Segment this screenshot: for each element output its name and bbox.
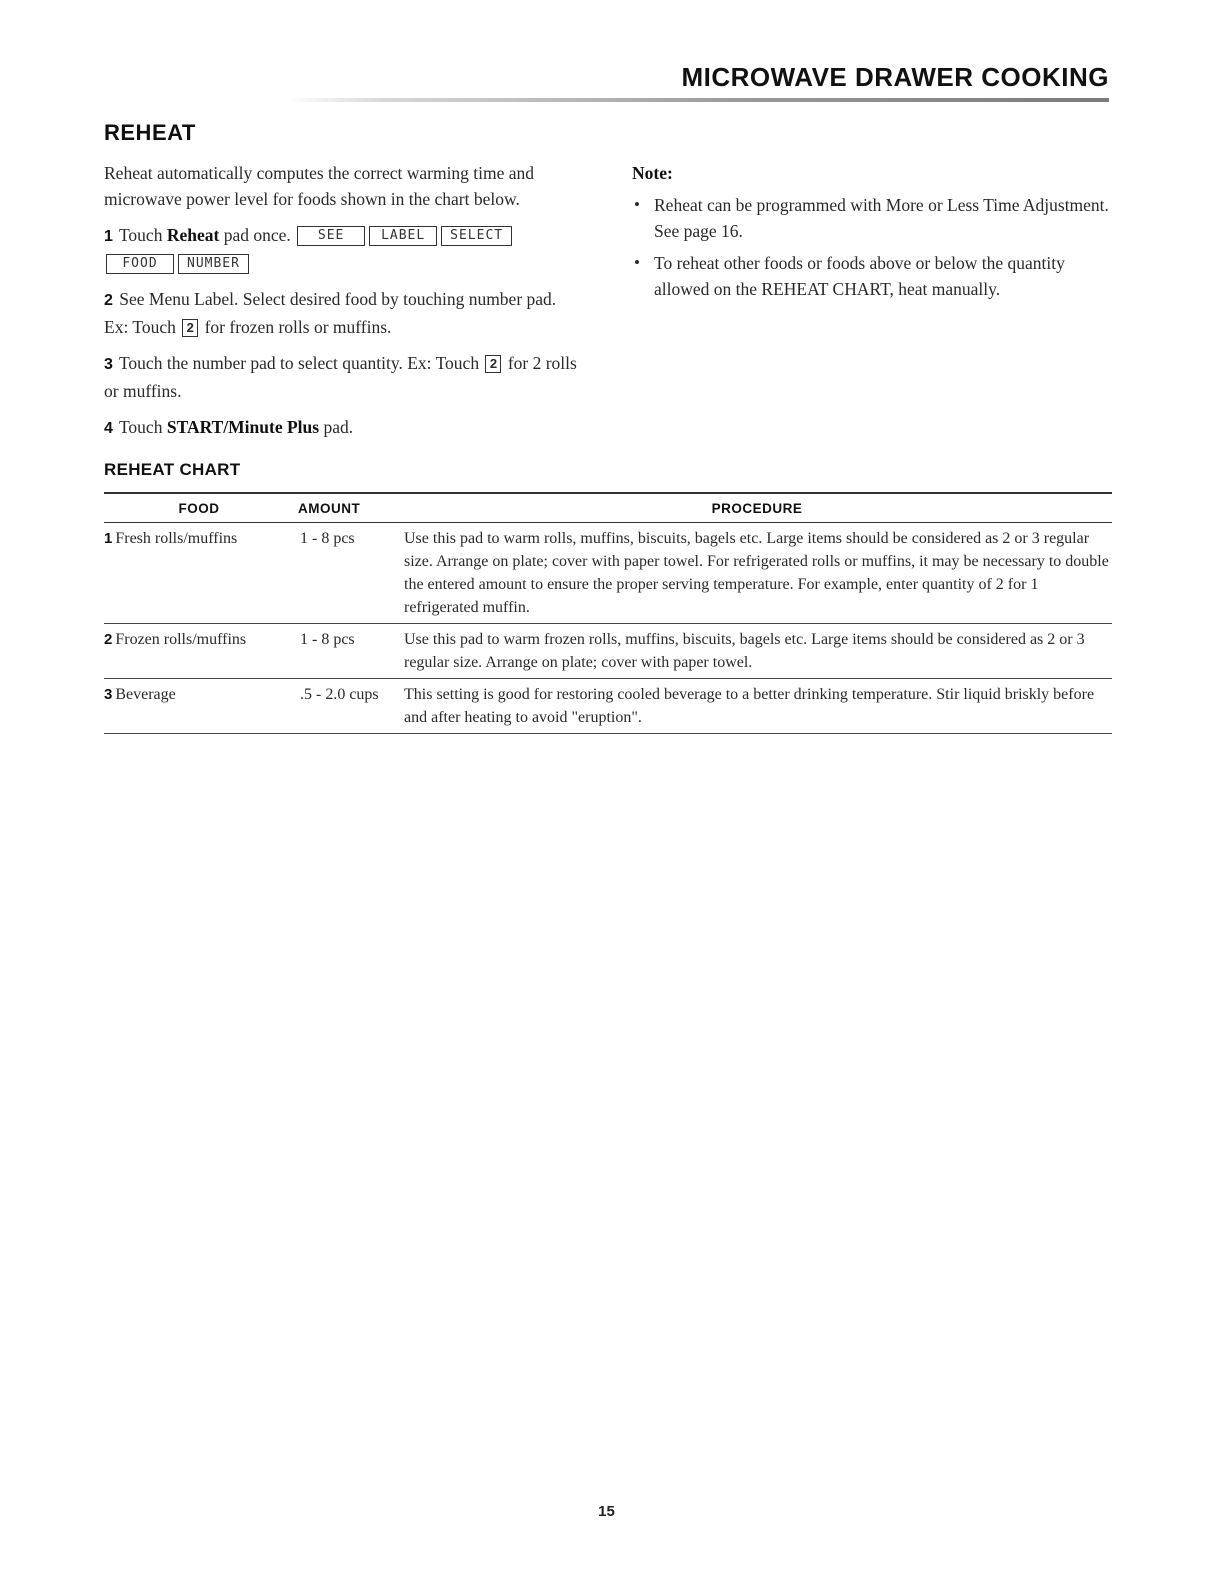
cell-amount: 1 - 8 pcs: [300, 631, 355, 648]
step-1: [104, 222, 582, 276]
step-bold-text: Reheat: [166, 225, 220, 245]
step-text: Touch: [118, 417, 167, 437]
food-name: Beverage: [115, 686, 176, 703]
page-number: 15: [598, 1503, 615, 1520]
step-text: for 2 rolls or muffins.: [104, 353, 577, 401]
step-text: Touch the number pad to select quantity. Ex: Touch: [118, 353, 480, 373]
page-header-title: MICROWAVE DRAWER COOKING: [681, 62, 1109, 92]
header-amount: AMOUNT: [298, 501, 361, 516]
table-row: [104, 624, 1112, 679]
display-readout: SELECT: [441, 226, 512, 246]
table-header: [104, 492, 1112, 523]
cell-procedure: Use this pad to warm frozen rolls, muffins, biscuits, bagels etc. Large items should be considered as 2 or 3 regular size. Arrange on plate; cover with paper towel.: [404, 631, 1085, 671]
table-row: [104, 523, 1112, 624]
step-text: pad.: [319, 417, 354, 437]
cell-food: [104, 628, 298, 674]
display-readout: NUMBER: [178, 254, 249, 274]
cell-food: [104, 527, 298, 619]
note-title: Note:: [632, 163, 673, 183]
row-number: 2: [104, 631, 113, 648]
note-item: • To reheat other foods or foods above or below the quantity allowed on the REHEAT CHART, heat manually.: [632, 250, 1110, 302]
step-number: 2: [104, 292, 113, 309]
cell-amount: 1 - 8 pcs: [300, 530, 355, 547]
display-readout: FOOD: [106, 254, 174, 274]
intro-text: Reheat automatically computes the correct warming time and microwave power level for foods shown in the chart below.: [104, 163, 535, 209]
step-number: 3: [104, 356, 113, 373]
number-key-icon: 2: [182, 319, 198, 337]
step-3: [104, 350, 582, 404]
step-4: [104, 414, 582, 442]
cell-procedure: Use this pad to warm rolls, muffins, biscuits, bagels etc. Large items should be considered as 2 or 3 regular size. Arrange on plate; cover with paper towel. For refrigerated rolls or muffins, it may be necessary to double the entered amount to ensure the proper serving temperature. For example, enter quantity of 2 for 1 refrigerated muffin.: [404, 530, 1109, 616]
number-key-icon: 2: [485, 355, 501, 373]
step-number: 4: [104, 420, 113, 437]
display-readout: SEE: [297, 226, 365, 246]
step-text: for frozen rolls or muffins.: [204, 317, 392, 337]
step-number: 1: [104, 228, 113, 245]
step-2: [104, 286, 582, 340]
step-bold-text: START/Minute Plus: [166, 417, 320, 437]
note-list: [632, 192, 1110, 302]
section-title: REHEAT: [104, 120, 196, 145]
cell-procedure: This setting is good for restoring cooled beverage to a better drinking temperature. Stir liquid briskly before and after heating to avoid "eruption".: [404, 686, 1095, 726]
header-food: FOOD: [178, 501, 220, 516]
row-number: 3: [104, 686, 113, 703]
header-procedure: PROCEDURE: [711, 501, 803, 516]
cell-food: [104, 683, 298, 729]
table-row: [104, 679, 1112, 734]
chart-title: REHEAT CHART: [104, 460, 241, 479]
step-text: pad once.: [219, 225, 291, 245]
note-item: • Reheat can be programmed with More or Less Time Adjustment. See page 16.: [632, 192, 1110, 244]
header-rule: [285, 98, 1109, 102]
display-readout: LABEL: [369, 226, 437, 246]
row-number: 1: [104, 530, 113, 547]
step-text: Touch: [118, 225, 167, 245]
step-text: See Menu Label. Select desired food by touching number pad. Ex: Touch: [104, 289, 557, 337]
left-column: [104, 160, 582, 452]
cell-amount: .5 - 2.0 cups: [300, 686, 379, 703]
food-name: Frozen rolls/muffins: [115, 631, 247, 648]
right-column: [632, 160, 1110, 308]
reheat-chart-table: [104, 492, 1112, 734]
food-name: Fresh rolls/muffins: [115, 530, 238, 547]
